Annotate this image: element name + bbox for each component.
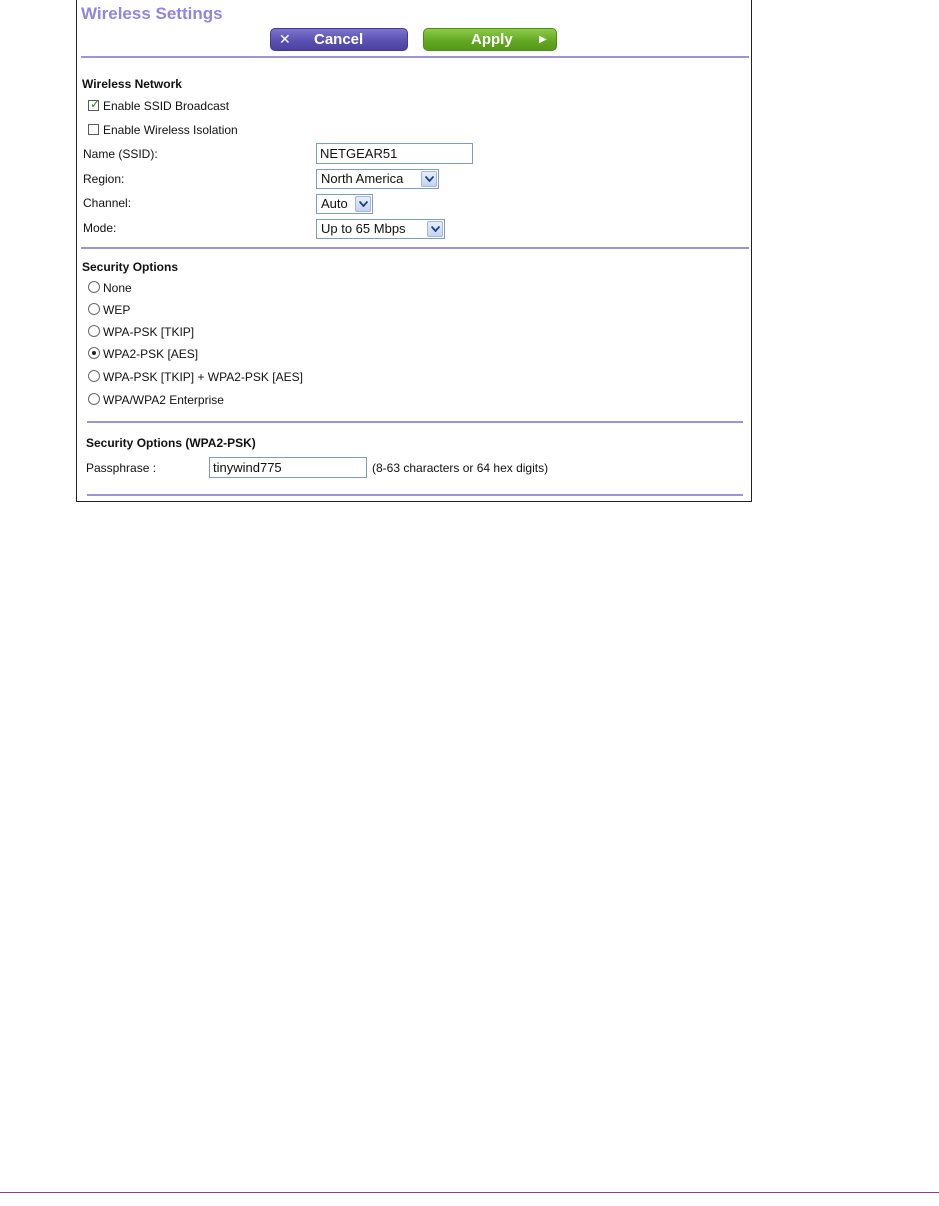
chevron-down-icon	[355, 196, 371, 212]
apply-button[interactable]	[423, 28, 557, 51]
apply-button-label: Apply	[471, 31, 513, 48]
region-label: Region:	[83, 172, 125, 186]
ssid-input[interactable]: NETGEAR51	[316, 143, 473, 164]
mode-select[interactable]	[316, 219, 445, 239]
channel-label: Channel:	[83, 196, 132, 210]
wireless-settings-panel	[76, 0, 752, 502]
region-select-value: North America	[321, 171, 404, 186]
cancel-button-label: Cancel	[314, 31, 364, 48]
passphrase-input[interactable]: tinywind775	[209, 457, 367, 478]
passphrase-label: Passphrase :	[86, 461, 157, 475]
enable-wireless-isolation-label: Enable Wireless Isolation	[103, 123, 238, 137]
security-option-label: WPA-PSK [TKIP]	[103, 325, 195, 339]
security-option-wpa-enterprise-radio[interactable]	[88, 393, 100, 405]
security-option-wpa-psk-tkip-radio[interactable]	[88, 325, 100, 337]
security-option-wpa2-psk-aes-radio[interactable]	[88, 347, 100, 359]
region-select[interactable]	[316, 169, 439, 189]
close-icon: ✕	[279, 31, 291, 47]
checkmark-icon: ✓	[90, 97, 101, 111]
mode-select-value: Up to 65 Mbps	[321, 221, 406, 236]
channel-select[interactable]	[316, 194, 373, 214]
wpa2-psk-heading: Security Options (WPA2-PSK)	[86, 436, 256, 450]
security-option-none-radio[interactable]	[88, 281, 100, 293]
wireless-network-heading: Wireless Network	[82, 77, 182, 91]
security-option-wep-radio[interactable]	[88, 303, 100, 315]
security-option-label: WEP	[103, 303, 131, 317]
radio-selected-dot	[92, 351, 96, 355]
security-option-label: WPA-PSK [TKIP] + WPA2-PSK [AES]	[103, 370, 303, 384]
security-option-wpa-wpa2-mixed-radio[interactable]	[88, 370, 100, 382]
page-title: Wireless Settings	[81, 4, 223, 23]
cancel-button[interactable]	[270, 28, 408, 51]
arrow-right-icon: ▶	[539, 34, 547, 45]
security-option-label: WPA/WPA2 Enterprise	[103, 393, 224, 407]
security-options-heading: Security Options	[82, 260, 179, 274]
channel-select-value: Auto	[321, 196, 348, 211]
chevron-down-icon	[421, 171, 437, 187]
divider	[87, 421, 743, 423]
footer-divider	[0, 1192, 939, 1193]
security-option-label: None	[103, 281, 132, 295]
passphrase-hint: (8-63 characters or 64 hex digits)	[372, 461, 549, 475]
name-ssid-label: Name (SSID):	[83, 147, 158, 161]
enable-ssid-broadcast-checkbox[interactable]	[88, 97, 101, 111]
security-option-label: WPA2-PSK [AES]	[103, 347, 199, 361]
divider	[81, 56, 749, 58]
divider	[87, 494, 743, 496]
chevron-down-icon	[427, 221, 443, 237]
enable-ssid-broadcast-label: Enable SSID Broadcast	[103, 99, 230, 113]
divider	[81, 247, 749, 249]
mode-label: Mode:	[83, 221, 117, 235]
enable-wireless-isolation-checkbox[interactable]	[88, 124, 99, 135]
